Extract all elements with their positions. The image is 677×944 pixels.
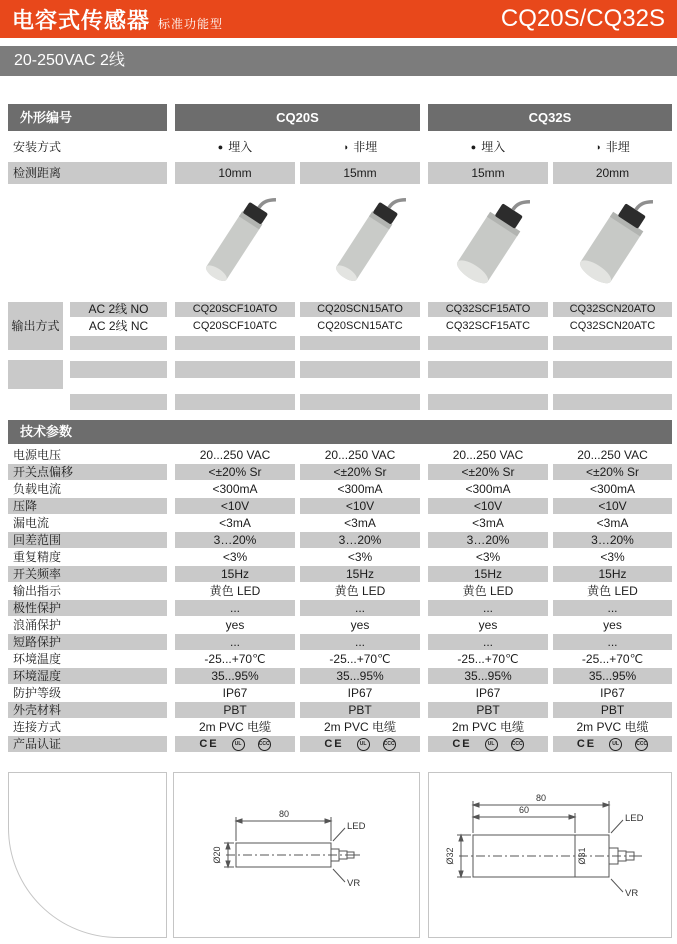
group-header-cq32s: CQ32S	[428, 104, 672, 131]
page-title	[12, 4, 223, 35]
model-number: CQ20SCN15ATO	[300, 302, 420, 317]
cq20s-drawing-svg	[174, 773, 419, 937]
ul-mark-icon: UL	[232, 738, 245, 751]
ce-mark-icon: CE	[199, 738, 219, 750]
tech-value-cell: 20...250 VAC	[324, 448, 396, 462]
ul-mark-icon: UL	[357, 738, 370, 751]
ccc-mark-icon: CCC	[635, 738, 648, 751]
tech-row-label: 环境温度	[13, 652, 62, 666]
tech-row-label: 防护等级	[13, 686, 62, 700]
output-empty-cell	[175, 361, 295, 378]
tech-value-cell: <±20% Sr	[300, 464, 420, 480]
tech-row-label: 输出指示	[13, 584, 62, 598]
output-sub-label: AC 2线 NO	[70, 302, 167, 317]
tech-value-cell: <300mA	[337, 482, 383, 496]
non-flush-icon: ◑	[595, 141, 601, 152]
ce-mark-icon: CE	[452, 738, 472, 750]
product-title: 电容式传感器	[12, 7, 151, 33]
tech-row-label: 漏电流	[13, 516, 50, 530]
tech-value-cell: <3mA	[344, 516, 376, 530]
mount-cell	[300, 136, 420, 158]
tech-value-cell: ...	[300, 600, 420, 616]
tech-value-cell: 15Hz	[553, 566, 672, 582]
tech-value-cell: ...	[553, 600, 672, 616]
mount-text: 非埋	[353, 140, 378, 154]
output-empty-cell	[70, 336, 167, 350]
tech-value-cell: ...	[175, 600, 295, 616]
dim-rear-diameter: Ø31	[577, 847, 587, 865]
model-number: CQ32SCN20ATC	[569, 320, 656, 332]
dim-diameter: Ø20	[212, 846, 222, 864]
dim-body-length: 60	[518, 805, 530, 815]
cert-cell	[428, 736, 548, 752]
distance-cell: 20mm	[553, 162, 672, 184]
dimension-drawing-cq20s	[173, 772, 420, 938]
tech-value-cell: 3…20%	[175, 532, 295, 548]
output-empty-cell	[428, 336, 548, 350]
model-number: CQ32SCF15ATC	[445, 320, 531, 332]
sensor-photo-cq32s-flush	[431, 192, 549, 294]
tech-value-cell: <300mA	[465, 482, 511, 496]
cert-marks	[324, 736, 395, 752]
tech-value-cell: PBT	[175, 702, 295, 718]
tech-value-cell: <±20% Sr	[175, 464, 295, 480]
tech-value-cell: 15Hz	[300, 566, 420, 582]
tech-row-label: 短路保护	[8, 634, 167, 650]
tech-row-label: 连接方式	[13, 720, 62, 734]
output-empty-cell	[300, 361, 420, 378]
tech-value-cell: <3%	[475, 550, 501, 564]
tech-value-cell: IP67	[475, 686, 501, 700]
output-empty-cell	[428, 361, 548, 378]
tech-value-cell: <10V	[175, 498, 295, 514]
tech-value-cell: -25...+70℃	[329, 652, 391, 666]
tech-value-cell: 3…20%	[300, 532, 420, 548]
non-flush-icon: ◑	[342, 141, 349, 152]
distance-row-label: 检测距离	[8, 162, 167, 184]
tech-value-cell: <3%	[222, 550, 248, 564]
tech-value-cell: <10V	[553, 498, 672, 514]
tech-row-label: 环境湿度	[8, 668, 167, 684]
tech-value-cell: 20...250 VAC	[199, 448, 271, 462]
cert-cell	[553, 736, 672, 752]
tech-row-label: 电源电压	[13, 448, 62, 462]
cert-marks	[199, 736, 270, 752]
decorative-rounded-box	[8, 772, 167, 938]
flush-icon: ●	[217, 141, 224, 152]
ccc-mark-icon: CCC	[511, 738, 524, 751]
tech-value-cell: yes	[225, 618, 245, 632]
tech-value-cell: 黄色 LED	[462, 584, 514, 598]
tech-value-cell: 15Hz	[175, 566, 295, 582]
tech-value-cell: IP67	[347, 686, 373, 700]
output-empty-cell	[300, 394, 420, 410]
vr-label: VR	[347, 878, 361, 889]
model-number: CQ20SCF10ATO	[175, 302, 295, 317]
group-header-cq20s: CQ20S	[175, 104, 420, 131]
tech-value-cell: IP67	[600, 686, 625, 700]
model-number: CQ32SCF15ATO	[428, 302, 548, 317]
tech-value-cell: ...	[428, 600, 548, 616]
tech-value-cell: 35...95%	[175, 668, 295, 684]
tech-value-cell: <±20% Sr	[553, 464, 672, 480]
ccc-mark-icon: CCC	[383, 738, 396, 751]
tech-value-cell: ...	[553, 634, 672, 650]
output-sub-label: AC 2线 NC	[88, 319, 149, 333]
tech-row-label: 压降	[8, 498, 167, 514]
mount-text: 非埋	[605, 140, 630, 154]
mount-cell	[428, 136, 548, 158]
model-title: CQ20S/CQ32S	[500, 5, 665, 32]
tech-value-cell: yes	[603, 618, 622, 632]
dim-diameter: Ø32	[445, 847, 455, 865]
sensor-photo-cq20s-nonflush	[308, 192, 424, 294]
output-empty-cell	[553, 361, 672, 378]
ce-mark-icon: CE	[576, 738, 597, 750]
tech-value-cell: PBT	[553, 702, 672, 718]
cert-cell	[175, 736, 295, 752]
tech-value-cell: 15Hz	[428, 566, 548, 582]
tech-row-label: 外壳材料	[8, 702, 167, 718]
sensor-photo-cq20s-flush	[178, 192, 294, 294]
led-label: LED	[625, 813, 644, 824]
tech-value-cell: <3mA	[219, 516, 251, 530]
mount-cell	[175, 136, 295, 158]
tech-value-cell: IP67	[222, 686, 248, 700]
cert-marks	[452, 736, 523, 752]
tech-value-cell: 35...95%	[300, 668, 420, 684]
mount-text: 埋入	[481, 140, 506, 154]
flush-icon: ●	[470, 141, 477, 152]
header	[0, 0, 677, 38]
tech-value-cell: 2m PVC 电缆	[451, 720, 524, 734]
output-empty-cell	[70, 361, 167, 378]
dim-length: 80	[278, 809, 290, 819]
tech-value-cell: <3mA	[596, 516, 629, 530]
shape-header-bar: 外形编号	[8, 104, 167, 131]
mount-row-label: 安装方式	[13, 140, 62, 154]
tech-value-cell: -25...+70℃	[457, 652, 519, 666]
tech-value-cell: 35...95%	[553, 668, 672, 684]
tech-value-cell: <3%	[347, 550, 373, 564]
cert-cell	[300, 736, 420, 752]
output-empty-cell	[553, 394, 672, 410]
tech-row-label: 负载电流	[13, 482, 62, 496]
tech-row-label: 回差范围	[8, 532, 167, 548]
tech-value-cell: 2m PVC 电缆	[576, 720, 649, 734]
tech-value-cell: ...	[300, 634, 420, 650]
output-empty-cell	[175, 336, 295, 350]
ce-mark-icon: CE	[324, 738, 344, 750]
distance-cell: 15mm	[300, 162, 420, 184]
sensor-photo-cq32s-nonflush	[554, 192, 672, 294]
ul-mark-icon: UL	[485, 738, 498, 751]
output-mode-label: 输出方式	[8, 302, 63, 350]
tech-value-cell: PBT	[300, 702, 420, 718]
tech-value-cell: 黄色 LED	[334, 584, 386, 598]
model-number: CQ20SCN15ATC	[317, 320, 403, 332]
output-empty-cell	[553, 336, 672, 350]
tech-value-cell: ...	[175, 634, 295, 650]
tech-value-cell: 3…20%	[428, 532, 548, 548]
led-label: LED	[347, 821, 366, 832]
tech-value-cell: yes	[350, 618, 370, 632]
tech-value-cell: 20...250 VAC	[452, 448, 524, 462]
distance-cell: 10mm	[175, 162, 295, 184]
ul-mark-icon: UL	[609, 738, 622, 751]
tech-value-cell: yes	[478, 618, 498, 632]
dimension-drawing-cq32s	[428, 772, 672, 938]
tech-value-cell: -25...+70℃	[581, 652, 644, 666]
output-empty-cell	[175, 394, 295, 410]
tech-value-cell: 3…20%	[553, 532, 672, 548]
voltage-band: 20-250VAC 2线	[0, 46, 677, 76]
output-empty-cell	[300, 336, 420, 350]
tech-params-bar: 技术参数	[8, 420, 672, 444]
tech-value-cell: <300mA	[212, 482, 258, 496]
tech-value-cell: ...	[428, 634, 548, 650]
tech-value-cell: PBT	[428, 702, 548, 718]
ccc-mark-icon: CCC	[258, 738, 271, 751]
tech-value-cell: <±20% Sr	[428, 464, 548, 480]
tech-row-label: 浪涌保护	[13, 618, 62, 632]
tech-value-cell: <3mA	[472, 516, 504, 530]
output-empty-cell	[428, 394, 548, 410]
tech-row-label: 开关点偏移	[8, 464, 167, 480]
tech-value-cell: <10V	[300, 498, 420, 514]
tech-value-cell: 黄色 LED	[209, 584, 261, 598]
tech-row-label: 重复精度	[13, 550, 62, 564]
model-number: CQ20SCF10ATC	[192, 320, 278, 332]
tech-value-cell: -25...+70℃	[204, 652, 266, 666]
output-mode-label-2	[8, 360, 63, 389]
product-subtitle: 标准功能型	[158, 16, 224, 31]
mount-text: 埋入	[228, 140, 253, 154]
tech-value-cell: 20...250 VAC	[577, 448, 648, 462]
tech-row-label: 极性保护	[8, 600, 167, 616]
output-empty-cell	[70, 394, 167, 410]
dim-length: 80	[535, 793, 547, 803]
mount-cell	[553, 136, 672, 158]
tech-row-label: 开关频率	[8, 566, 167, 582]
cq32s-drawing-svg	[429, 773, 671, 937]
tech-value-cell: <300mA	[589, 482, 636, 496]
tech-value-cell: <10V	[428, 498, 548, 514]
tech-value-cell: 黄色 LED	[587, 584, 638, 598]
vr-label: VR	[625, 888, 639, 899]
model-number: CQ32SCN20ATO	[553, 302, 672, 317]
cert-marks	[577, 736, 648, 752]
tech-value-cell: 2m PVC 电缆	[323, 720, 396, 734]
tech-row-label: 产品认证	[8, 736, 167, 752]
distance-cell: 15mm	[428, 162, 548, 184]
tech-value-cell: <3%	[600, 550, 625, 564]
tech-value-cell: 35...95%	[428, 668, 548, 684]
tech-value-cell: 2m PVC 电缆	[198, 720, 271, 734]
